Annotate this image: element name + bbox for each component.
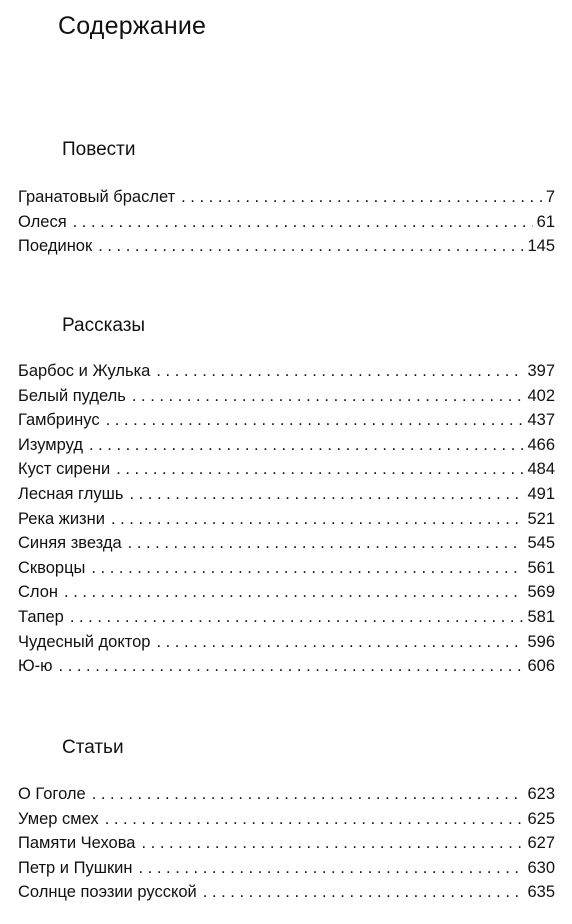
toc-entry-title: Олеся	[18, 212, 67, 231]
dot-leader	[141, 834, 523, 853]
toc-entry-page: 581	[527, 607, 555, 626]
dot-leader	[70, 608, 524, 627]
dot-leader	[156, 633, 523, 652]
toc-entry-title: О Гоголе	[18, 785, 86, 803]
dot-leader	[128, 534, 524, 553]
toc-entry-title: Ю-ю	[18, 657, 53, 676]
toc-entry-page: 606	[527, 657, 555, 676]
toc-entry[interactable]	[18, 436, 555, 461]
toc-entry[interactable]	[18, 213, 555, 238]
toc-entry-page: 627	[527, 834, 555, 853]
toc-list-rasskazy	[18, 362, 555, 682]
toc-entry-title: Куст сирени	[18, 460, 111, 479]
section-heading-stati: Статьи	[62, 737, 124, 758]
toc-entry[interactable]	[18, 810, 555, 835]
toc-entry-page: 466	[527, 435, 555, 454]
dot-leader	[105, 810, 524, 829]
toc-entry[interactable]	[18, 859, 555, 884]
toc-entry-title: Тапер	[18, 607, 64, 626]
dot-leader	[59, 657, 524, 676]
toc-entry[interactable]	[18, 362, 555, 387]
toc-entry-title: Изумруд	[18, 435, 83, 454]
toc-entry-page: 521	[527, 509, 555, 528]
toc-entry[interactable]	[18, 237, 555, 262]
toc-entry[interactable]	[18, 559, 555, 584]
toc-entry[interactable]	[18, 633, 555, 658]
toc-entry-page: 545	[527, 534, 555, 553]
toc-entry-page: 561	[527, 558, 555, 577]
dot-leader	[73, 213, 533, 232]
dot-leader	[98, 237, 523, 256]
dot-leader	[156, 362, 523, 381]
toc-entry[interactable]	[18, 608, 555, 633]
dot-leader	[106, 411, 524, 430]
toc-entry[interactable]	[18, 510, 555, 535]
toc-entry-page: 625	[527, 809, 555, 828]
toc-entry-title: Скворцы	[18, 558, 86, 577]
toc-entry-title: Чудесный доктор	[18, 632, 151, 651]
toc-entry[interactable]	[18, 387, 555, 412]
toc-entry-title: Река жизни	[18, 509, 105, 528]
toc-entry[interactable]	[18, 834, 555, 859]
toc-entry-title: Синяя звезда	[18, 534, 122, 553]
toc-entry-title: Гамбринус	[18, 411, 100, 430]
toc-entry-page: 145	[527, 237, 555, 256]
toc-entry-title: Памяти Чехова	[18, 834, 136, 853]
dot-leader	[91, 559, 523, 578]
toc-entry[interactable]	[18, 583, 555, 608]
section-heading-povesti: Повести	[62, 139, 136, 160]
dot-leader	[92, 785, 524, 804]
toc-entry-page: 569	[527, 583, 555, 602]
toc-entry[interactable]	[18, 411, 555, 436]
toc-entry[interactable]	[18, 485, 555, 510]
page-title: Содержание	[58, 12, 207, 40]
dot-leader	[181, 188, 542, 207]
toc-entry-title: Лесная глушь	[18, 484, 124, 503]
toc-entry[interactable]	[18, 883, 555, 908]
dot-leader	[203, 883, 524, 902]
dot-leader	[132, 387, 524, 406]
toc-entry-title: Гранатовый браслет	[18, 188, 176, 206]
toc-entry-page: 630	[527, 858, 555, 877]
toc-entry[interactable]	[18, 460, 555, 485]
toc-entry-page: 596	[527, 632, 555, 651]
toc-entry-title: Белый пудель	[18, 386, 126, 405]
toc-entry-page: 491	[527, 484, 555, 503]
toc-entry-page: 7	[545, 188, 555, 206]
toc-entry-page: 402	[527, 386, 555, 405]
dot-leader	[116, 460, 523, 479]
toc-entry-page: 437	[527, 411, 555, 430]
dot-leader	[64, 583, 523, 602]
dot-leader	[129, 485, 523, 504]
toc-entry-title: Петр и Пушкин	[18, 858, 133, 877]
toc-list-stati	[18, 785, 555, 908]
toc-entry[interactable]	[18, 657, 555, 682]
dot-leader	[139, 859, 524, 878]
toc-entry-page: 397	[527, 362, 555, 380]
toc-entry[interactable]	[18, 534, 555, 559]
dot-leader	[89, 436, 524, 455]
toc-list-povesti	[18, 188, 555, 262]
toc-entry[interactable]	[18, 188, 555, 213]
section-heading-rasskazy: Рассказы	[62, 315, 146, 336]
dot-leader	[111, 510, 524, 529]
toc-entry-page: 61	[536, 212, 555, 231]
toc-entry-page: 623	[527, 785, 555, 803]
toc-entry-title: Поединок	[18, 237, 93, 256]
toc-entry[interactable]	[18, 785, 555, 810]
toc-entry-title: Солнце поэзии русской	[18, 883, 197, 902]
toc-entry-title: Барбос и Жулька	[18, 362, 151, 380]
toc-entry-title: Слон	[18, 583, 59, 602]
toc-entry-page: 484	[527, 460, 555, 479]
toc-entry-title: Умер смех	[18, 809, 99, 828]
toc-entry-page: 635	[527, 883, 555, 902]
